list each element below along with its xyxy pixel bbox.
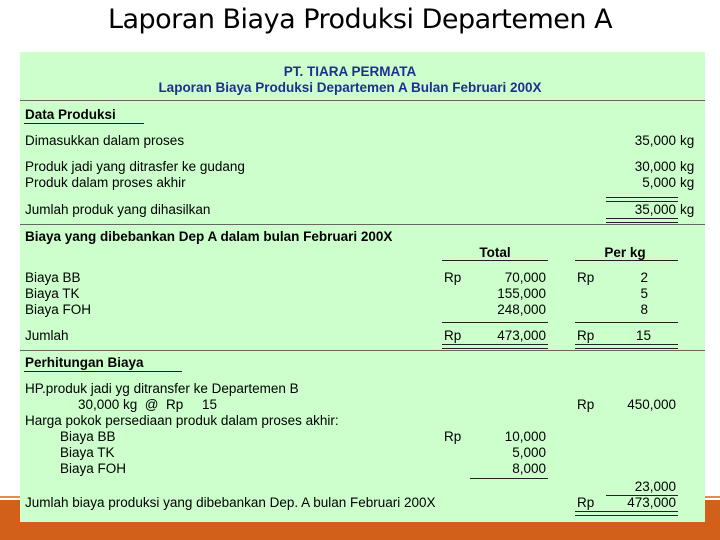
biaya-tk-total: 155,000	[497, 286, 546, 301]
unit-label: kg	[680, 202, 695, 217]
currency-label: Rp	[444, 429, 462, 444]
slide-title: Laporan Biaya Produksi Departemen A	[107, 4, 613, 35]
biaya-heading: Biaya yang dibebankan Dep A dalam bulan Februari 200X	[25, 229, 393, 244]
heading-underline	[24, 123, 144, 124]
biaya-jumlah-perkg: 15	[635, 328, 651, 343]
section-divider	[20, 224, 705, 225]
perhitungan-heading: Perhitungan Biaya	[25, 355, 144, 370]
company-name: PT. TIARA PERMATA	[283, 64, 417, 79]
ditransfer-value: 30,000	[634, 159, 676, 174]
currency-label: Rp	[444, 270, 462, 285]
jumlah-produk-label: Jumlah produk yang dihasilkan	[25, 202, 211, 217]
col-total-header: Total	[479, 245, 511, 260]
hpp-subtotal-value: 23,000	[634, 479, 676, 494]
currency-label: Rp	[577, 397, 595, 412]
hpp-foh-label: Biaya FOH	[60, 461, 127, 476]
unit-label: kg	[680, 133, 695, 148]
biaya-bb-perkg: 2	[640, 270, 648, 285]
biaya-foh-label: Biaya FOH	[25, 302, 92, 317]
hpp-bb-label: Biaya BB	[60, 429, 116, 444]
hp-transfer-value: 450,000	[627, 397, 676, 412]
hpp-tk-value: 5,000	[512, 445, 546, 460]
currency-label: Rp	[577, 270, 595, 285]
hp-transfer-label: HP.produk jadi yg ditransfer ke Departemen B	[25, 381, 299, 396]
dalam-proses-value: 5,000	[642, 175, 676, 190]
double-underline	[575, 511, 678, 516]
biaya-foh-perkg: 8	[640, 302, 648, 317]
hpp-tk-label: Biaya TK	[60, 445, 115, 460]
biaya-tk-label: Biaya TK	[25, 286, 80, 301]
biaya-foh-total: 248,000	[497, 302, 546, 317]
unit-label: kg	[680, 175, 695, 190]
report-sheet	[20, 52, 705, 522]
header-divider	[20, 100, 705, 101]
currency-label: Rp	[577, 495, 595, 510]
report-subtitle: Laporan Biaya Produksi Departemen A Bulan Februari 200X	[158, 80, 542, 95]
biaya-tk-perkg: 5	[640, 286, 648, 301]
biaya-jumlah-total: 473,000	[497, 328, 546, 343]
jumlah-biaya-label: Jumlah biaya produksi yang dibebankan Dep. A bulan Februari 200X	[25, 495, 436, 510]
hpp-proses-label: Harga pokok persediaan produk dalam proses akhir:	[25, 413, 339, 428]
currency-label: Rp	[577, 328, 595, 343]
data-produksi-heading: Data Produksi	[25, 107, 116, 122]
biaya-bb-total: 70,000	[504, 270, 546, 285]
unit-label: kg	[680, 159, 695, 174]
hpp-bb-value: 10,000	[504, 429, 546, 444]
jumlah-biaya-value: 473,000	[627, 495, 676, 510]
biaya-jumlah-label: Jumlah	[25, 328, 69, 343]
sum-underline	[442, 322, 548, 323]
double-underline	[442, 344, 548, 349]
dalam-proses-label: Produk dalam proses akhir	[25, 175, 186, 190]
col-perkg-header: Per kg	[604, 245, 646, 260]
double-underline	[575, 344, 678, 349]
jumlah-produk-value: 35,000	[634, 202, 676, 217]
dimasukkan-label: Dimasukkan dalam proses	[25, 133, 185, 148]
ditransfer-label: Produk jadi yang ditrasfer ke gudang	[25, 159, 245, 174]
dimasukkan-value: 35,000	[634, 133, 676, 148]
col-underline	[575, 260, 678, 261]
sum-underline	[575, 322, 678, 323]
col-underline	[442, 260, 548, 261]
double-underline	[606, 218, 678, 223]
hpp-foh-value: 8,000	[512, 461, 546, 476]
heading-underline	[24, 371, 182, 372]
section-divider	[20, 350, 705, 351]
biaya-bb-label: Biaya BB	[25, 270, 81, 285]
currency-label: Rp	[444, 328, 462, 343]
hp-transfer-detail: 30,000 kg @ Rp 15	[78, 397, 218, 412]
sum-underline	[470, 478, 548, 479]
